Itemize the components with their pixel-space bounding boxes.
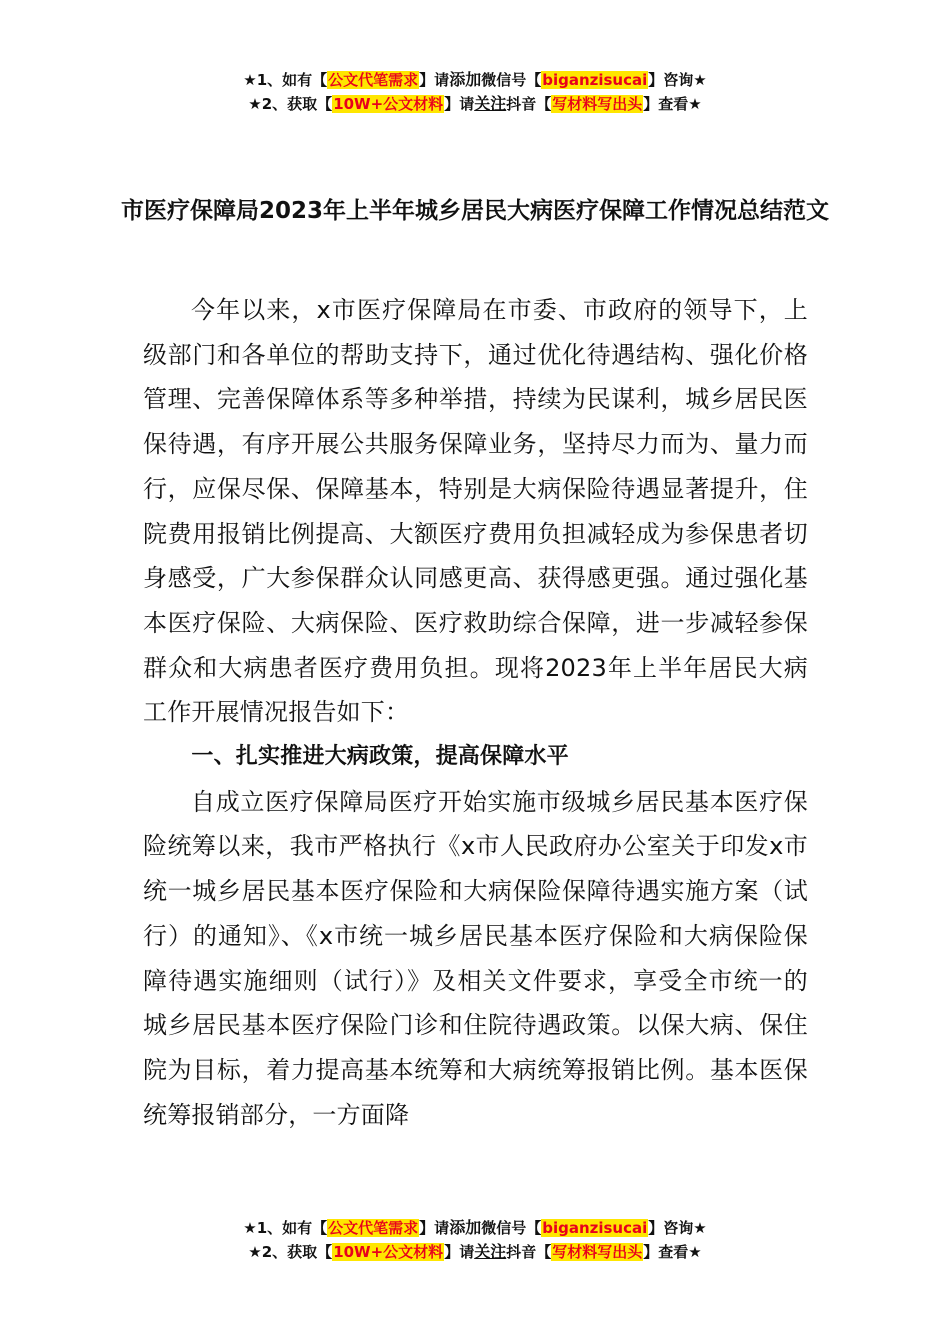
promo-text: ★2、获取【 <box>248 1243 333 1261</box>
promo-text: 】请 <box>419 1219 450 1237</box>
promo-highlight: 10W+公文材料 <box>333 95 444 113</box>
promo-highlight: biganzisucai <box>542 71 648 89</box>
paragraph-section-1: 自成立医疗保障局医疗开始实施市级城乡居民基本医疗保险统筹以来，我市严格执行《x市人民政府办公室关于印发x市统一城乡居民基本医疗保险和大病保险保障待遇实施方案（试行）的通知》、《x市统一城乡居民基本医疗保险和大病保险保障待遇实施细则（试行）》及相关文件要求，享受全市统一的城乡居民基本医疗保险门诊和住院待遇政策。以保大病、保住院为目标，着力提高基本统筹和大病统筹报销比例。基本医保统筹报销部分，一方面降 <box>143 787 808 1129</box>
promo-highlight: 公文代笔需求 <box>328 71 419 89</box>
promo-text: 抖音【 <box>506 95 552 113</box>
section-heading: 一、扎实推进大病政策，提高保障水平 <box>191 744 569 770</box>
promo-text: ★1、如有【 <box>243 1219 328 1237</box>
document-body <box>143 288 808 1137</box>
promo-highlight: 写材料写出头 <box>552 95 643 113</box>
promo-emphasis: 关注 <box>474 94 507 113</box>
promo-text: 】请 <box>444 1243 475 1261</box>
promo-text: 】请 <box>444 95 475 113</box>
promo-emphasis: 添加 <box>449 70 482 89</box>
promo-text: 】查看★ <box>643 95 702 113</box>
promo-banner-top <box>0 68 950 116</box>
promo-text: 抖音【 <box>506 1243 552 1261</box>
paragraph-intro: 今年以来，x市医疗保障局在市委、市政府的领导下，上级部门和各单位的帮助支持下，通过优化待遇结构、强化价格管理、完善保障体系等多种举措，持续为民谋利，城乡居民医保待遇，有序开展公共服务保障业务，坚持尽力而为、量力而行，应保尽保、保障基本，特别是大病保险待遇显著提升，住院费用报销比例提高、大额医疗费用负担减轻成为参保患者切身感受，广大参保群众认同感更高、获得感更强。通过强化基本医疗保险、大病保险、医疗救助综合保障，进一步减轻参保群众和大病患者医疗费用负担。现将2023年上半年居民大病工作开展情况报告如下： <box>143 296 808 727</box>
promo-text: 】查看★ <box>643 1243 702 1261</box>
promo-highlight: biganzisucai <box>542 1219 648 1237</box>
promo-text: 】请 <box>419 71 450 89</box>
promo-text: 微信号【 <box>481 71 542 89</box>
promo-emphasis: 添加 <box>449 1218 482 1237</box>
promo-line-2 <box>0 92 950 116</box>
promo-line-1 <box>0 1216 950 1240</box>
promo-text: 】咨询★ <box>648 71 707 89</box>
promo-text: 】咨询★ <box>648 1219 707 1237</box>
promo-highlight: 10W+公文材料 <box>333 1243 444 1261</box>
promo-emphasis: 关注 <box>474 1242 507 1261</box>
promo-banner-bottom <box>0 1216 950 1264</box>
promo-text: ★1、如有【 <box>243 71 328 89</box>
promo-highlight: 公文代笔需求 <box>328 1219 419 1237</box>
document-title: 市医疗保障局2023年上半年城乡居民大病医疗保障工作情况总结范文 <box>120 198 829 224</box>
promo-text: ★2、获取【 <box>248 95 333 113</box>
promo-line-2 <box>0 1240 950 1264</box>
promo-highlight: 写材料写出头 <box>552 1243 643 1261</box>
promo-line-1 <box>0 68 950 92</box>
promo-text: 微信号【 <box>481 1219 542 1237</box>
